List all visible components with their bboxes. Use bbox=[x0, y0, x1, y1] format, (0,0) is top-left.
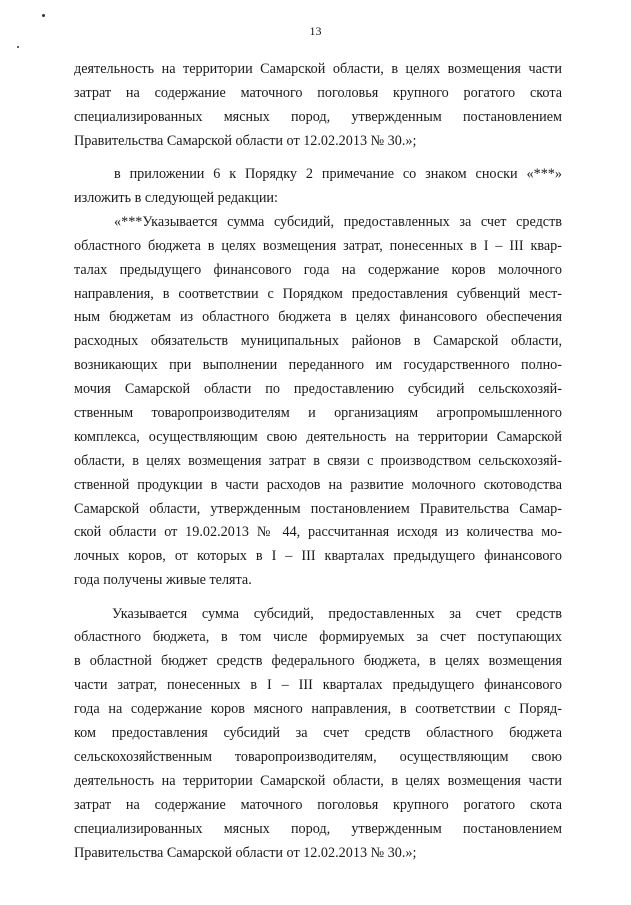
text-line: изложить в следующей редакции: bbox=[74, 189, 278, 206]
text-line: деятельность на территории Самарской области, в целях возмещения части bbox=[74, 772, 562, 789]
text-line: Самарской области, утвержденным постановлением Правительства Самар- bbox=[74, 500, 562, 517]
text-line: областного бюджета в целях возмещения затрат, понесенных в I – III квар- bbox=[74, 237, 562, 254]
scan-speck bbox=[42, 14, 45, 17]
text-line: Указывается сумма субсидий, предоставленных за счет средств bbox=[112, 605, 562, 622]
text-line: «***Указывается сумма субсидий, предоставленных за счет средств bbox=[114, 213, 562, 230]
text-line: Правительства Самарской области от 12.02.2013 № 30.»; bbox=[74, 844, 417, 861]
text-line: области, в целях возмещения затрат в связи с производством сельскохозяй- bbox=[74, 452, 562, 469]
text-line: мочия Самарской области по предоставлению субсидий сельскохозяй- bbox=[74, 381, 562, 398]
text-line: деятельность на территории Самарской области, в целях возмещения части bbox=[74, 61, 562, 77]
document-body bbox=[74, 58, 562, 865]
text-line: специализированных мясных пород, утвержденным постановлением bbox=[74, 820, 562, 837]
text-line: части затрат, понесенных в I – III кварталах предыдущего финансового bbox=[74, 677, 562, 694]
text-line: ской области от 19.02.2013 № 44, рассчитанная исходя из количества мо- bbox=[74, 524, 562, 541]
text-line: расходных обязательств муниципальных районов в Самарской области, bbox=[74, 333, 562, 350]
text-line: ком предоставления субсидий за счет средств областного бюджета bbox=[74, 725, 562, 742]
text-line: Правительства Самарской области от 12.02.2013 № 30.»; bbox=[74, 132, 417, 149]
text-line: года на содержание коров мясного направления, в соответствии с Поряд- bbox=[74, 701, 562, 718]
text-line: в областной бюджет средств федерального бюджета, в целях возмещения bbox=[74, 653, 562, 670]
text-line: комплекса, осуществляющим свою деятельность на территории Самарской bbox=[74, 428, 562, 445]
text-line: специализированных мясных пород, утвержденным постановлением bbox=[74, 108, 562, 125]
text-line: возникающих при выполнении переданного им государственного полно- bbox=[74, 357, 562, 374]
text-line: ным бюджетам из областного бюджета в целях финансового обеспечения bbox=[74, 309, 562, 326]
scan-speck bbox=[17, 46, 19, 48]
page-number: 13 bbox=[309, 24, 322, 38]
paragraph-footnote-beef bbox=[74, 603, 562, 866]
text-line: затрат на содержание маточного поголовья крупного рогатого скота bbox=[74, 796, 562, 813]
text-line: ственным товаропроизводителям и организациям агропромышленного bbox=[74, 404, 562, 421]
text-line: направления, в соответствии с Порядком предоставления субвенций мест- bbox=[74, 285, 562, 302]
paragraph-continuation bbox=[74, 58, 562, 154]
paragraph-footnote-dairy bbox=[74, 211, 562, 593]
text-line: ственной продукции в части расходов на развитие молочного скотоводства bbox=[74, 476, 562, 493]
text-line: в приложении 6 к Порядку 2 примечание со знаком сноски «***» bbox=[114, 166, 562, 183]
text-line: областного бюджета, в том числе формируемых за счет поступающих bbox=[74, 629, 562, 646]
text-line: талах предыдущего финансового года на содержание коров молочного bbox=[74, 261, 562, 278]
text-line: затрат на содержание маточного поголовья крупного рогатого скота bbox=[74, 84, 562, 101]
text-line: года получены живые телята. bbox=[74, 572, 252, 589]
text-line: сельскохозяйственным товаропроизводителям, осуществляющим свою bbox=[74, 748, 562, 765]
text-line: лочных коров, от которых в I – III кварталах предыдущего финансового bbox=[74, 548, 562, 565]
paragraph-appendix-instruction bbox=[74, 163, 562, 211]
